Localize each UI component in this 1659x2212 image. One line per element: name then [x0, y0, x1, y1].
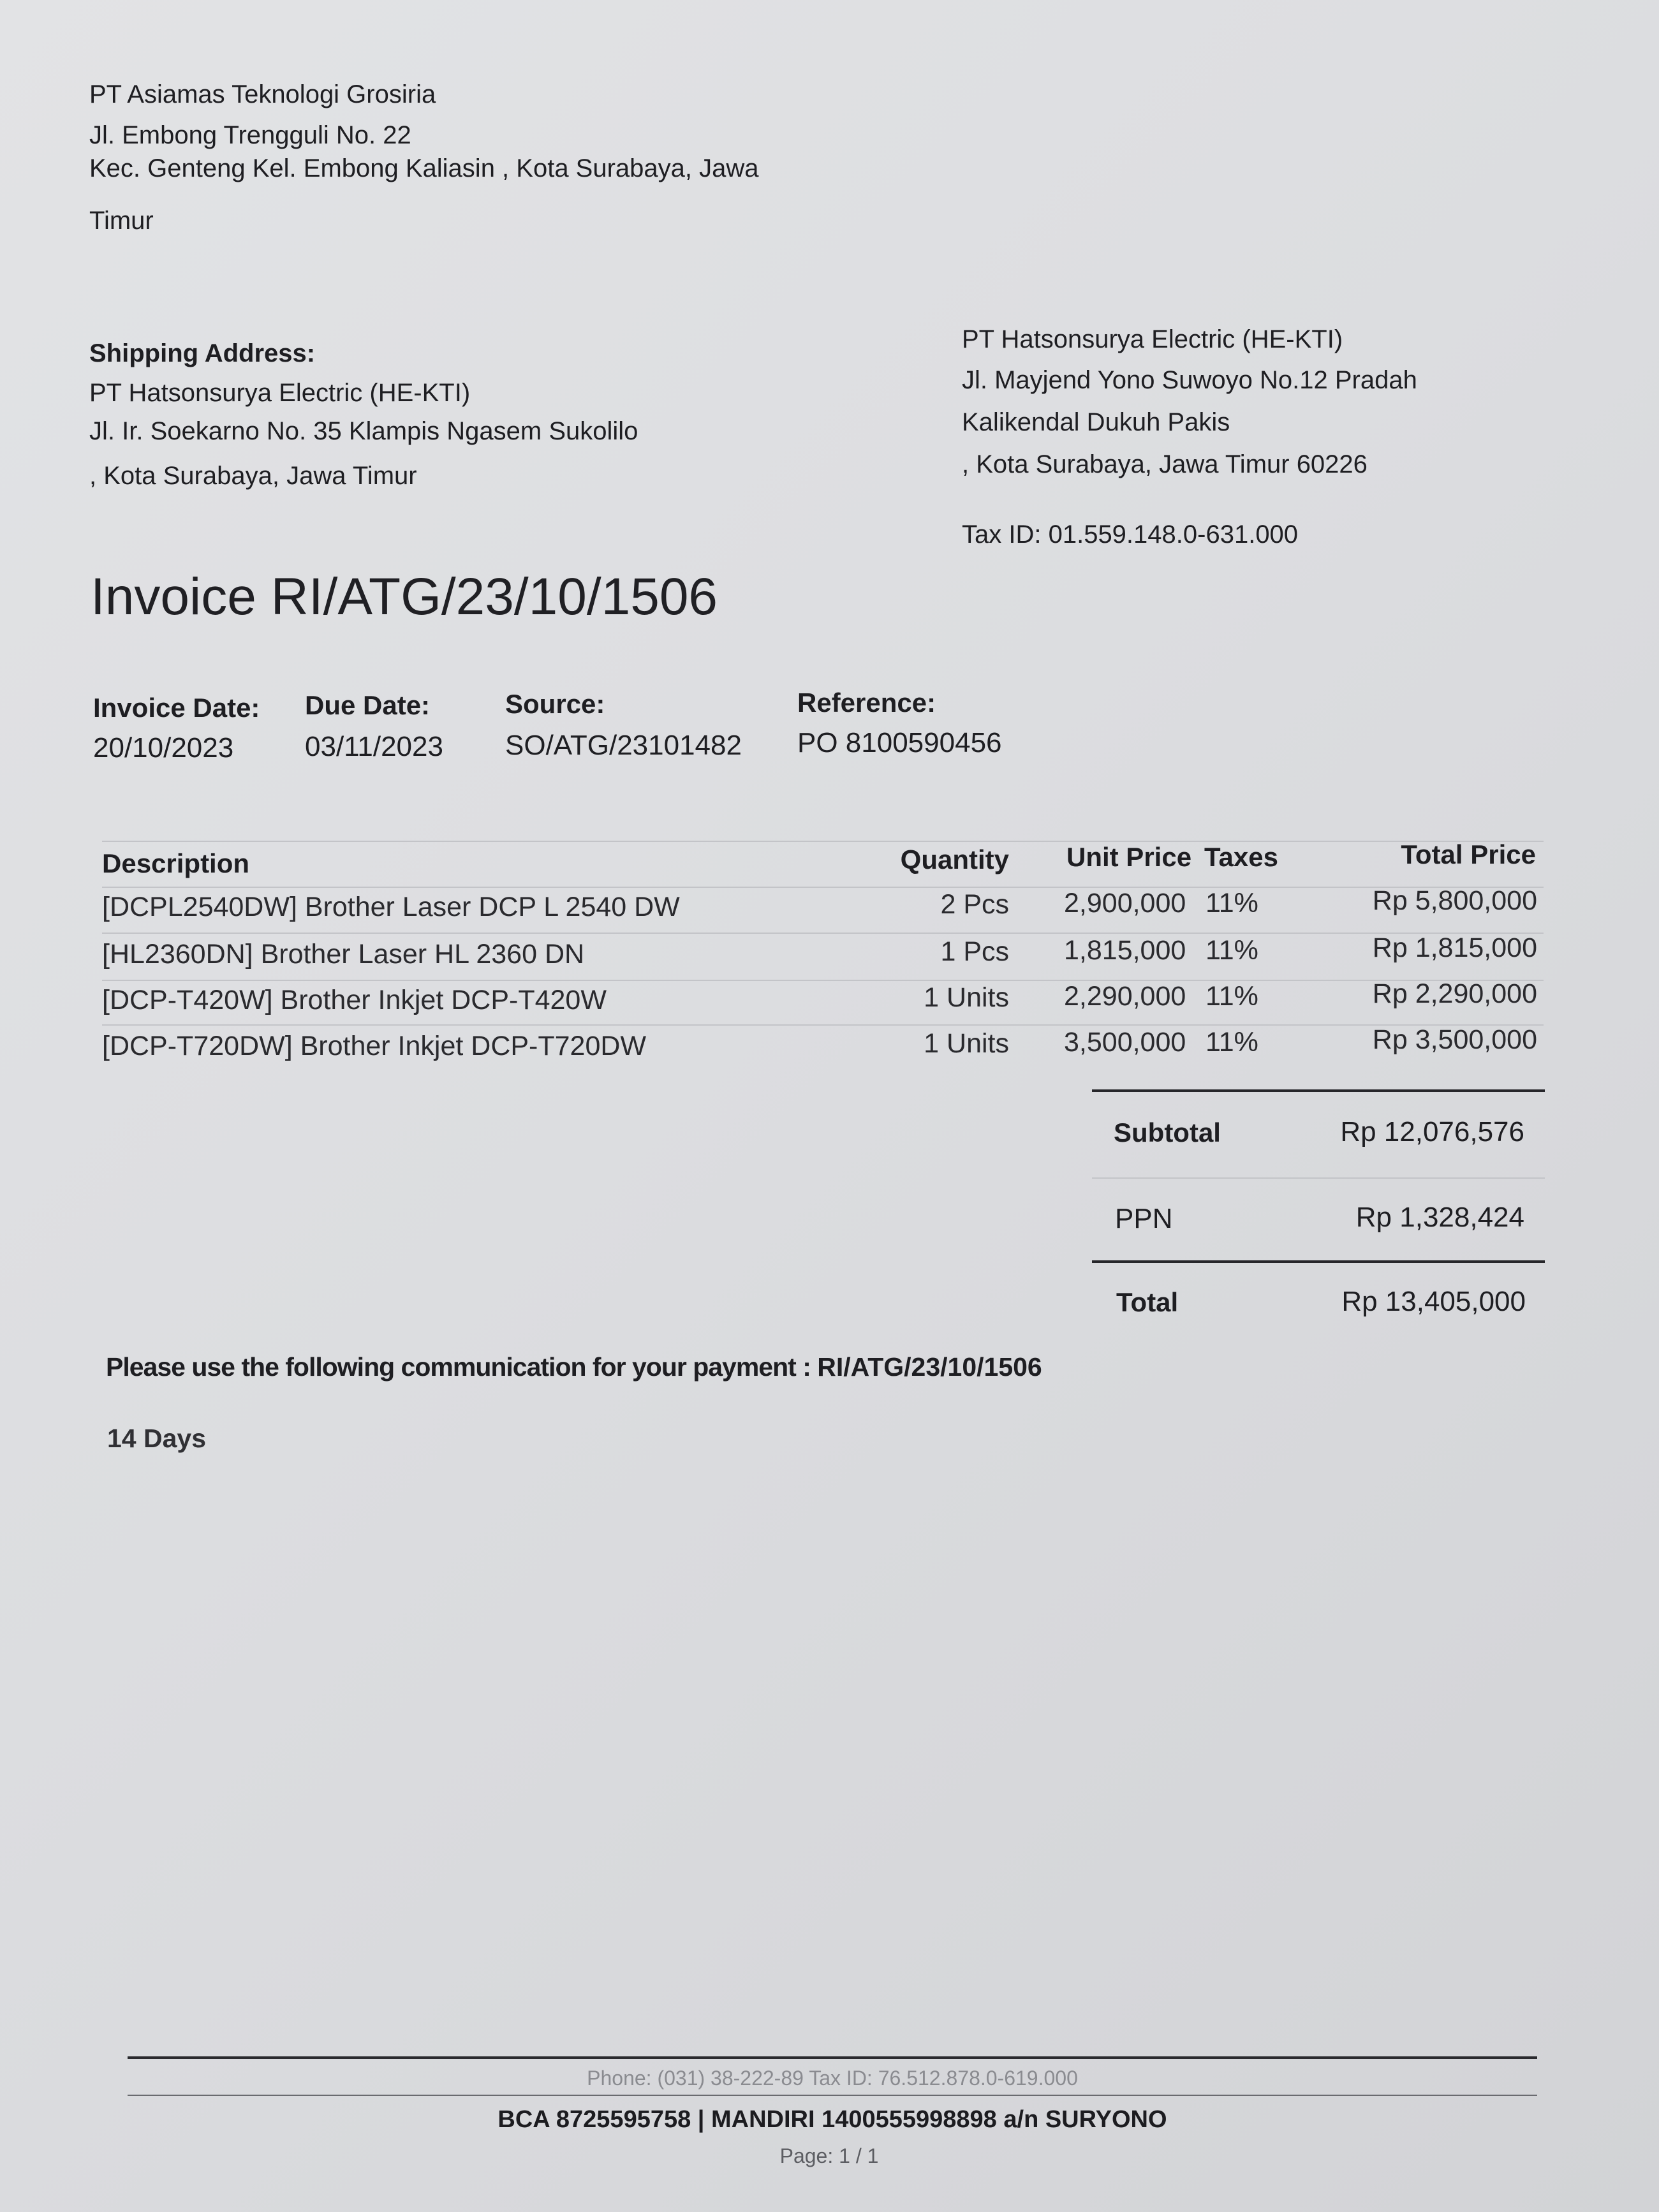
row-description: [DCPL2540DW] Brother Laser DCP L 2540 DW: [102, 892, 680, 922]
company-name: PT Asiamas Teknologi Grosiria: [89, 80, 436, 108]
due-date-label: Due Date:: [305, 690, 431, 720]
shipping-address-line1: Jl. Ir. Soekarno No. 35 Klampis Ngasem Sukolilo: [89, 417, 638, 445]
payment-communication: [106, 1352, 1042, 1382]
row-total: Rp 5,800,000: [1372, 885, 1537, 916]
row-unit-price: 2,900,000: [1064, 888, 1186, 918]
reference-value: PO 8100590456: [797, 727, 1002, 758]
shipping-label: Shipping Address:: [89, 339, 316, 367]
row-unit-price: 3,500,000: [1064, 1027, 1186, 1058]
invoice-date: 20/10/2023: [93, 732, 234, 763]
row-taxes: 11%: [1206, 935, 1258, 966]
row-total: Rp 2,290,000: [1372, 978, 1537, 1009]
subtotal-value: Rp 12,076,576: [1340, 1116, 1524, 1147]
total-value: Rp 13,405,000: [1341, 1286, 1526, 1317]
column-header-total-price: Total Price: [1401, 839, 1536, 869]
customer-address-line3: , Kota Surabaya, Jawa Timur 60226: [962, 450, 1368, 478]
column-header-quantity: Quantity: [900, 844, 1009, 874]
company-address-line2: Kec. Genteng Kel. Embong Kaliasin , Kota Surabaya, Jawa: [89, 154, 759, 182]
column-header-unit-price: Unit Price: [1066, 842, 1192, 872]
subtotal-label: Subtotal: [1114, 1117, 1221, 1147]
row-unit-price: 1,815,000: [1064, 935, 1186, 966]
row-quantity: 1 Pcs: [940, 936, 1009, 967]
footer-bank-details: BCA 8725595758 | MANDIRI 1400555998898 a/n SURYONO: [498, 2106, 1167, 2133]
source-label: Source:: [505, 689, 605, 719]
column-header-taxes: Taxes: [1204, 842, 1278, 872]
footer-page-number: Page: 1 / 1: [779, 2144, 879, 2167]
row-description: [HL2360DN] Brother Laser HL 2360 DN: [102, 939, 585, 970]
company-address-line1: Jl. Embong Trengguli No. 22: [89, 121, 411, 149]
payment-communication-prefix: Please use the following communication for your payment :: [106, 1352, 818, 1382]
total-label: Total: [1116, 1287, 1179, 1317]
row-quantity: 1 Units: [924, 982, 1009, 1013]
row-description: [DCP-T420W] Brother Inkjet DCP-T420W: [102, 985, 607, 1015]
reference-label: Reference:: [797, 688, 936, 718]
customer-address-line1: Jl. Mayjend Yono Suwoyo No.12 Pradah: [962, 366, 1417, 394]
row-unit-price: 2,290,000: [1064, 981, 1186, 1012]
row-taxes: 11%: [1206, 981, 1258, 1012]
shipping-name: PT Hatsonsurya Electric (HE-KTI): [89, 379, 471, 407]
customer-address-line2: Kalikendal Dukuh Pakis: [962, 408, 1230, 436]
row-description: [DCP-T720DW] Brother Inkjet DCP-T720DW: [102, 1031, 647, 1061]
row-total: Rp 3,500,000: [1372, 1024, 1537, 1055]
row-quantity: 2 Pcs: [940, 889, 1009, 920]
company-address-line3: Timur: [89, 207, 154, 235]
ppn-value: Rp 1,328,424: [1355, 1202, 1524, 1233]
invoice-title: Invoice RI/ATG/23/10/1506: [91, 568, 718, 626]
customer-tax-id: Tax ID: 01.559.148.0-631.000: [962, 520, 1299, 549]
customer-name: PT Hatsonsurya Electric (HE-KTI): [962, 325, 1343, 353]
invoice-date-label: Invoice Date:: [93, 693, 260, 723]
row-taxes: 11%: [1206, 1027, 1258, 1058]
due-date: 03/11/2023: [305, 731, 443, 762]
row-total: Rp 1,815,000: [1372, 933, 1537, 963]
payment-terms: 14 Days: [107, 1424, 207, 1453]
footer-contact: Phone: (031) 38-222-89 Tax ID: 76.512.878.0-619.000: [587, 2067, 1078, 2090]
source-value: SO/ATG/23101482: [505, 730, 742, 761]
row-quantity: 1 Units: [924, 1028, 1009, 1059]
shipping-address-line2: , Kota Surabaya, Jawa Timur: [89, 462, 417, 490]
payment-communication-reference: RI/ATG/23/10/1506: [817, 1352, 1042, 1382]
column-header-description: Description: [102, 848, 250, 878]
ppn-label: PPN: [1115, 1203, 1173, 1234]
row-taxes: 11%: [1206, 888, 1258, 918]
